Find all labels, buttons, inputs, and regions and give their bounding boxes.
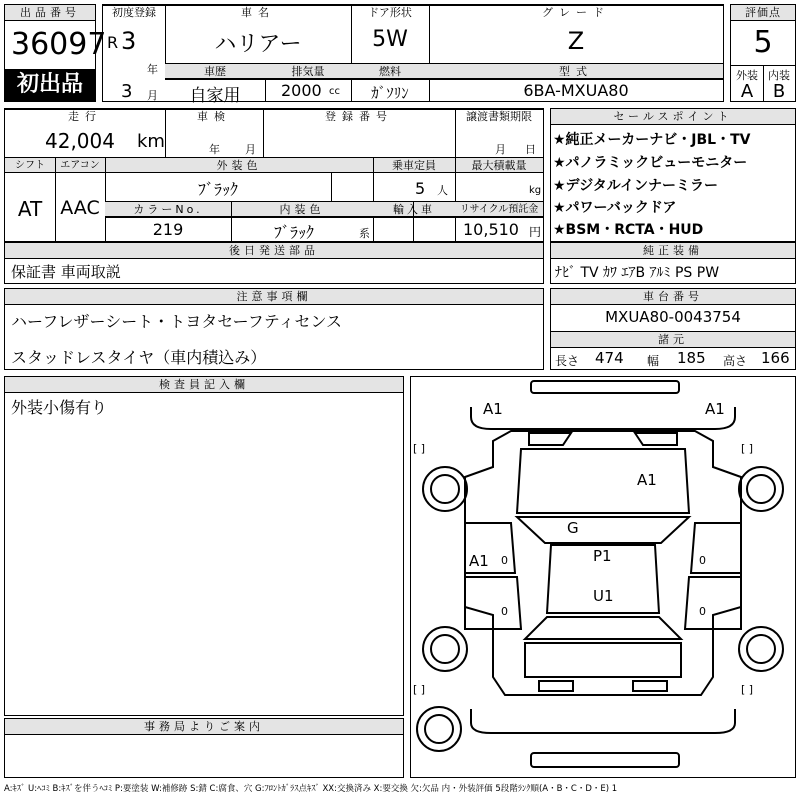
inspection-label: 車検 xyxy=(197,110,231,123)
bracket-mark: [ ] xyxy=(413,442,426,455)
aircon-value: AAC xyxy=(60,197,100,219)
max-load-unit: kg xyxy=(529,185,542,196)
int-color-unit: 系 xyxy=(359,227,370,240)
sales-point-item: ★パワーバックドア xyxy=(553,200,677,216)
header-grid xyxy=(102,4,724,106)
first-reg-label: 初度登録 xyxy=(112,6,156,19)
ext-color-value: ﾌﾞﾗｯｸ xyxy=(197,180,238,199)
equipment-box xyxy=(550,242,796,284)
office-label: 事務局よりご案内 xyxy=(5,719,403,735)
ext-color-label: 外装色 xyxy=(216,159,262,172)
reg-no-label: 登録番号 xyxy=(325,110,393,123)
mark-windshield: G xyxy=(567,519,579,537)
first-listing-badge: 初出品 xyxy=(5,69,95,101)
first-reg-era: R xyxy=(107,33,119,52)
transfer-docs-label: 譲渡書類期限 xyxy=(466,110,532,123)
mark-left-door: A1 xyxy=(469,552,489,570)
equipment-label: 純正装備 xyxy=(551,243,795,259)
inspector-value: 外装小傷有り xyxy=(11,398,108,417)
displacement-value: 2000 xyxy=(281,81,322,100)
office-box xyxy=(4,718,404,778)
score-int-label: 内装 xyxy=(768,69,790,82)
door-value: 5W xyxy=(372,27,408,52)
legend: A:ｷｽﾞ U:ﾍｺﾐ B:ｷｽﾞを伴うﾍｺﾐ P:要塗装 W:補修跡 S:錆 C:腐食、穴 G:ﾌﾛﾝﾄｶﾞﾗｽ点ｷｽﾞ XX:交換済み X:要交換 欠:欠品 内・外装評価 5段階ﾗﾝｸ順(A・B・C・D・E) 1 xyxy=(4,784,618,794)
first-reg-year: 3 xyxy=(121,27,137,55)
score-value: 5 xyxy=(753,25,773,60)
bracket-mark: [ ] xyxy=(741,683,754,696)
mileage-value: 42,004 xyxy=(45,129,115,153)
lot-number: 36097 xyxy=(11,27,107,62)
score-ext-label: 外装 xyxy=(736,69,758,82)
inspection-month-unit: 月 xyxy=(245,143,256,156)
dims-height-label: 高さ xyxy=(723,354,748,368)
score-int-value: B xyxy=(772,81,786,102)
int-color-label: 内装色 xyxy=(279,203,325,216)
chassis-value: MXUA80-0043754 xyxy=(605,308,741,326)
zero-mark: 0 xyxy=(501,554,508,567)
dims-width-label: 幅 xyxy=(647,354,660,368)
capacity-unit: 人 xyxy=(437,184,448,197)
zero-mark: 0 xyxy=(699,605,706,618)
sales-point-item: ★BSM・RCTA・HUD xyxy=(553,222,704,238)
dims-length-value: 474 xyxy=(595,349,624,367)
zero-mark: 0 xyxy=(501,605,508,618)
score-label: 評価点 xyxy=(731,5,795,21)
recycle-value: 10,510 xyxy=(463,220,519,239)
notes-box xyxy=(4,288,544,370)
car-name-value: ハリアー xyxy=(214,32,302,57)
max-load-label: 最大積載量 xyxy=(471,159,527,172)
sales-point-item: ★パノラミックビューモニター xyxy=(553,155,748,171)
inspector-label: 検査員記入欄 xyxy=(5,377,403,393)
color-no-value: 219 xyxy=(152,220,184,239)
first-reg-month-unit: 月 xyxy=(147,89,158,102)
bracket-mark: [ ] xyxy=(413,683,426,696)
int-color-value: ﾌﾞﾗｯｸ xyxy=(273,223,314,242)
recycle-label: リサイクル預託金 xyxy=(459,204,539,215)
later-parts-box xyxy=(4,242,544,284)
mileage-label: 走行 xyxy=(68,110,102,123)
notes-line: ハーフレザーシート・トヨタセーフティセンス xyxy=(11,312,343,331)
grade-label: グレード xyxy=(542,6,610,19)
model-label: 型式 xyxy=(559,65,593,78)
sales-point-item: ★デジタルインナーミラー xyxy=(553,178,719,194)
transfer-month-unit: 月 xyxy=(495,143,506,156)
mark-roof: P1 xyxy=(593,547,612,565)
later-parts-label: 後日発送部品 xyxy=(5,243,543,259)
score-box xyxy=(730,4,796,102)
car-name-label: 車名 xyxy=(241,6,275,19)
inspection-year-unit: 年 xyxy=(209,143,220,156)
grade-value: Z xyxy=(567,27,585,55)
import-label: 輸入車 xyxy=(393,203,435,216)
shift-value: AT xyxy=(17,197,43,221)
spec-grid xyxy=(4,108,544,242)
sales-point-item: ★純正メーカーナビ・JBL・TV xyxy=(553,132,751,148)
sales-points-label: セールスポイント xyxy=(551,109,795,125)
lot-label: 出品番号 xyxy=(5,5,95,21)
model-value: 6BA-MXUA80 xyxy=(523,81,629,100)
displacement-unit: cc xyxy=(329,86,340,97)
sales-points-box xyxy=(550,108,796,242)
displacement-label: 排気量 xyxy=(291,65,325,78)
mark-hood: A1 xyxy=(637,471,657,489)
shift-label: シフト xyxy=(15,160,45,171)
chassis-label: 車台番号 xyxy=(551,289,795,305)
history-label: 車歴 xyxy=(204,65,226,78)
mark-front-left: A1 xyxy=(483,400,503,418)
zero-mark: 0 xyxy=(699,554,706,567)
score-ext-value: A xyxy=(740,81,754,102)
mileage-unit: km xyxy=(137,131,165,152)
dims-length-label: 長さ xyxy=(555,354,580,368)
transfer-day-unit: 日 xyxy=(525,143,536,156)
dims-width-value: 185 xyxy=(677,349,706,367)
fuel-label: 燃料 xyxy=(379,65,401,78)
later-parts-value: 保証書 車両取説 xyxy=(11,263,121,281)
fuel-value: ｶﾞｿﾘﾝ xyxy=(371,84,409,102)
capacity-label: 乗車定員 xyxy=(392,159,436,172)
first-reg-year-unit: 年 xyxy=(147,63,158,76)
bracket-mark: [ ] xyxy=(741,442,754,455)
dims-height-value: 166 xyxy=(761,349,790,367)
equipment-value: ﾅﾋﾞ TV ｶﾜ ｴｱB ｱﾙﾐ PS PW xyxy=(555,265,720,281)
lot-box xyxy=(4,4,107,102)
car-diagram-svg xyxy=(411,377,795,777)
first-reg-month: 3 xyxy=(121,81,133,102)
dims-label: 諸元 xyxy=(551,331,795,348)
aircon-label: エアコン xyxy=(60,160,100,171)
door-label: ドア形状 xyxy=(368,6,412,19)
capacity-value: 5 xyxy=(415,179,426,198)
chassis-box xyxy=(550,288,796,370)
mark-front-right: A1 xyxy=(705,400,725,418)
history-value: 自家用 xyxy=(189,86,241,106)
notes-line: スタッドレスタイヤ（車内積込み） xyxy=(11,348,267,367)
color-no-label: カラーNo. xyxy=(133,203,203,216)
inspector-box xyxy=(4,376,404,716)
notes-label: 注意事項欄 xyxy=(5,289,543,305)
recycle-unit: 円 xyxy=(529,225,542,239)
damage-diagram xyxy=(410,376,796,778)
mark-roof-2: U1 xyxy=(593,587,614,605)
